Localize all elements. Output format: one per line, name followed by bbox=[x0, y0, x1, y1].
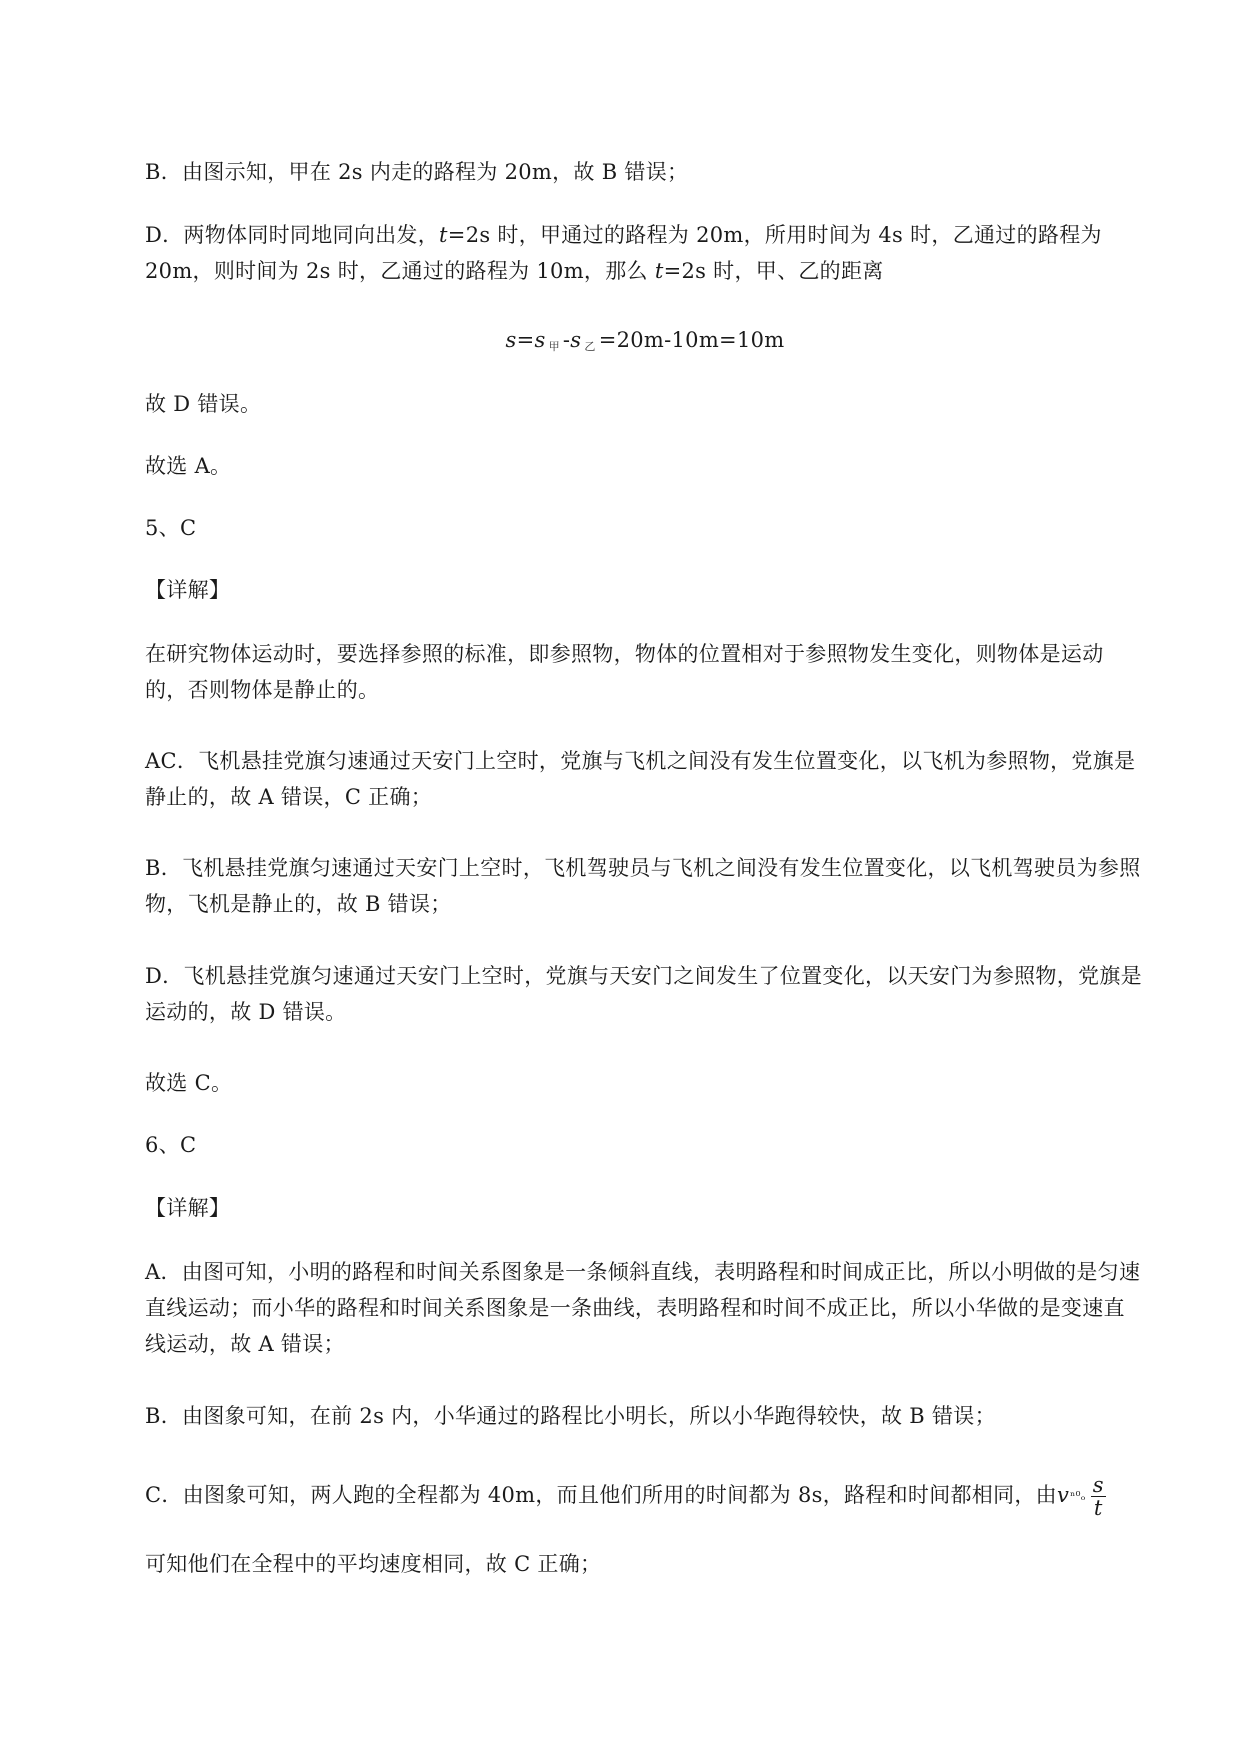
q6-option-a: A．由图可知，小明的路程和时间关系图象是一条倾斜直线，表明路程和时间成正比，所以小明做的是匀速直线运动；而小华的路程和时间关系图象是一条曲线，表明路程和时间不成正比，所以小华做的是变速直线运动，故 A 错误； bbox=[145, 1260, 1141, 1356]
answer-choice-a: 故选 A。 bbox=[145, 454, 232, 478]
option-b-previous: B．由图示知，甲在 2s 内走的路程为 20m，故 B 错误； bbox=[145, 160, 689, 184]
q5-option-d: D．飞机悬挂党旗匀速通过天安门上空时，党旗与天安门之间发生了位置变化，以天安门为参照物，党旗是运动的，故 D 错误。 bbox=[145, 964, 1142, 1024]
speed-fraction: $\frac{s}{t}$ bbox=[1092, 1473, 1104, 1520]
answer-choice-c5: 故选 C。 bbox=[145, 1071, 233, 1095]
variable-t: t bbox=[654, 259, 664, 283]
q5-option-ac: AC．飞机悬挂党旗匀速通过天安门上空时，党旗与飞机之间没有发生位置变化，以飞机为参照物，党旗是静止的，故 A 错误，C 正确； bbox=[145, 749, 1136, 809]
q6-option-c: C．由图象可知，两人跑的全程都为 40m，而且他们所用的时间都为 8s，路程和时间都相同，由vⁿ⁰ₒ $\frac{s}{t}$ bbox=[145, 1473, 1104, 1520]
d-conclusion: 故 D 错误。 bbox=[145, 392, 262, 416]
option-d-previous: D．两物体同时同地同向出发，t=2s 时，甲通过的路程为 20m，所用时间为 4s 时，乙通过的路程为 20m，则时间为 2s 时，乙通过的路程为 10m，那么 t=2s 时，甲、乙的距离 bbox=[145, 223, 1102, 283]
question-6-answer: 6、C bbox=[145, 1133, 197, 1157]
variable-v: v bbox=[1057, 1483, 1070, 1507]
detail-heading-6: 【详解】 bbox=[145, 1196, 231, 1220]
question-5-answer: 5、C bbox=[145, 516, 197, 540]
q6-option-b: B．由图象可知，在前 2s 内，小华通过的路程比小明长，所以小华跑得较快，故 B 错误； bbox=[145, 1404, 996, 1428]
q5-option-b: B．飞机悬挂党旗匀速通过天安门上空时，飞机驾驶员与飞机之间没有发生位置变化，以飞机驾驶员为参照物，飞机是静止的，故 B 错误； bbox=[145, 856, 1141, 916]
distance-formula: s=s $_甲$ -s $_乙$ =20m-10m=10m bbox=[505, 328, 785, 353]
q5-intro: 在研究物体运动时，要选择参照的标准，即参照物，物体的位置相对于参照物发生变化，则物体是运动的，否则物体是静止的。 bbox=[145, 642, 1104, 702]
detail-heading-5: 【详解】 bbox=[145, 578, 231, 602]
q6-option-c-continued: 可知他们在全程中的平均速度相同，故 C 正确； bbox=[145, 1552, 602, 1576]
variable-t: t bbox=[439, 223, 448, 247]
